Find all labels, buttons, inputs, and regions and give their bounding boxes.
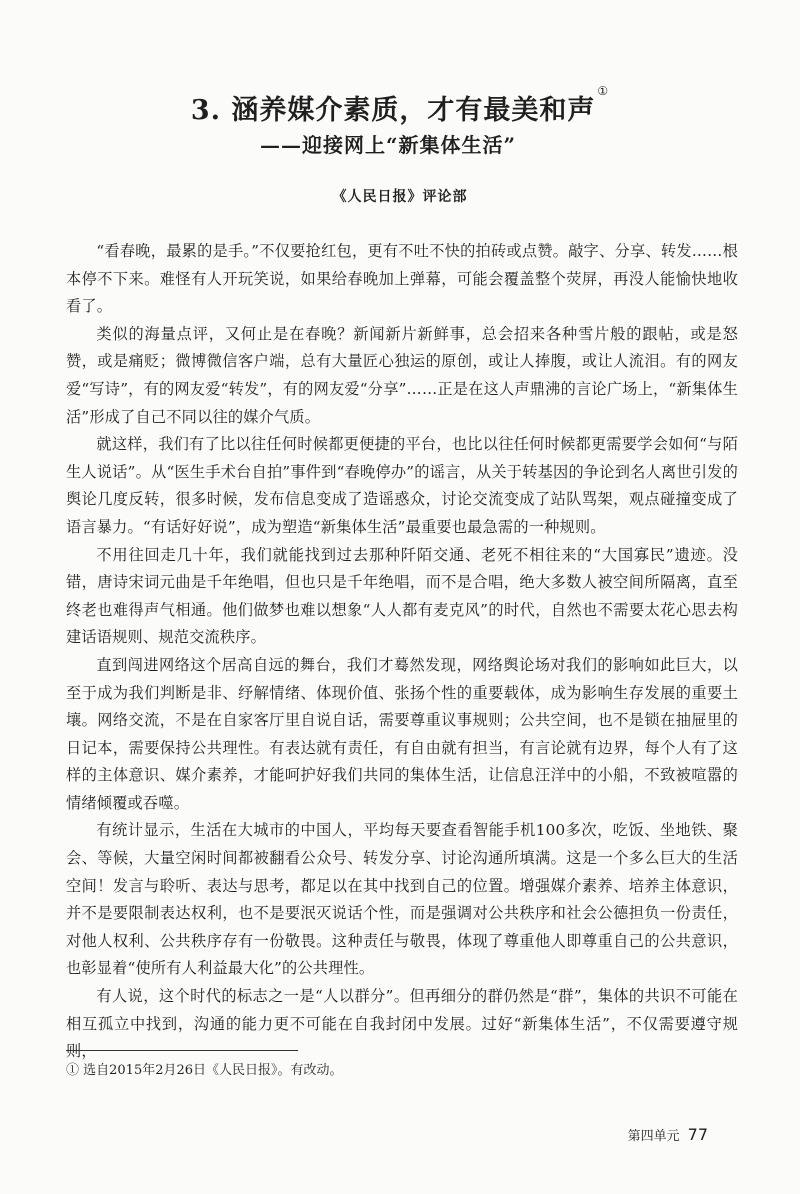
paragraph-5: 直到闯进网络这个居高自远的舞台，我们才蓦然发现，网络舆论场对我们的影响如此巨大，以至于成为我们判断是非、纾解情绪、体现价值、张扬个性的重要载体，成为影响生存发展的重要土壤。网络交流，不是在自家客厅里自说自话，需要尊重议事规则；公共空间，也不是锁在抽屉里的日记本，需要保持公共理性。有表达就有责任，有自由就有担当，有言论就有边界，每个人有了这样的主体意识、媒介素养，才能呵护好我们共同的集体生活，让信息汪洋中的小船，不致被喧嚣的情绪倾覆或吞噬。 [66, 655, 738, 812]
article-body [66, 238, 738, 1066]
title-text: 3. 涵养媒介素质，才有最美和声 [190, 95, 596, 126]
paragraph-2: 类似的海量点评，又何止是在春晚？新闻新片新鲜事，总会招来各种雪片般的跟帖，或是怒赞，或是痛贬；微博微信客户端，总有大量匠心独运的原创，或让人捧腹，或让人流泪。有的网友爱“写诗”，有的网友爱“转发”，有的网友爱“分享”……正是在这人声鼎沸的言论广场上，“新集体生活”形成了自己不同以往的媒介气质。 [66, 324, 738, 426]
footnote: ① 选自2015年2月26日《人民日报》。有改动。 [66, 1063, 343, 1078]
paragraph-4: 不用往回走几十年，我们就能找到过去那种阡陌交通、老死不相往来的“大国寡民”遗迹。没错，唐诗宋词元曲是千年绝唱，但也只是千年绝唱，而不是合唱，绝大多数人被空间所隔离，直至终老也难得声气相通。他们做梦也难以想象“人人都有麦克风”的时代，自然也不需要太花心思去构建话语规则、规范交流秩序。 [66, 545, 738, 647]
title-footnote-marker: ① [597, 84, 610, 98]
article-byline: 《人民日报》评论部 [332, 189, 468, 205]
paragraph-1: “看春晚，最累的是手。”不仅要抢红包，更有不吐不快的拍砖或点赞。敲字、分享、转发……根本停不下来。难怪有人开玩笑说，如果给春晚加上弹幕，可能会覆盖整个荧屏，再没人能愉快地收看了。 [66, 242, 738, 316]
article-title [0, 84, 800, 127]
unit-label: 第四单元 [627, 1129, 680, 1144]
page-footer [628, 1125, 708, 1144]
paragraph-6: 有统计显示，生活在大城市的中国人，平均每天要查看智能手机100多次，吃饭、坐地铁、聚会、等候，大量空闲时间都被翻看公众号、转发分享、讨论沟通所填满。这是一个多么巨大的生活空间！发言与聆听、表达与思考，都足以在其中找到自己的位置。增强媒介素养、培养主体意识，并不是要限制表达权利，也不是要泯灭说话个性，而是强调对公共秩序和社会公德担负一份责任，对他人权利、公共秩序存有一份敬畏。这种责任与敬畏，体现了尊重他人即尊重自己的公共意识，也彰显着“使所有人利益最大化”的公共理性。 [66, 821, 738, 978]
paragraph-7: 有人说，这个时代的标志之一是“人以群分”。但再细分的群仍然是“群”，集体的共识不可能在相互孤立中找到，沟通的能力更不可能在自我封闭中发展。过好“新集体生活”，不仅需要遵守规则， [66, 987, 738, 1061]
page-number: 77 [687, 1125, 708, 1144]
footnote-divider [66, 1050, 298, 1051]
article-subtitle: ——迎接网上“新集体生活” [260, 133, 517, 157]
paragraph-3: 就这样，我们有了比以往任何时候都更便捷的平台，也比以往任何时候都更需要学会如何“与陌生人说话”。从“医生手术台自拍”事件到“春晚停办”的谣言，从关于转基因的争论到名人离世引发的舆论几度反转，很多时候，发布信息变成了造谣惑众，讨论交流变成了站队骂架，观点碰撞变成了语言暴力。“有话好好说”，成为塑造“新集体生活”最重要也最急需的一种规则。 [66, 435, 738, 536]
